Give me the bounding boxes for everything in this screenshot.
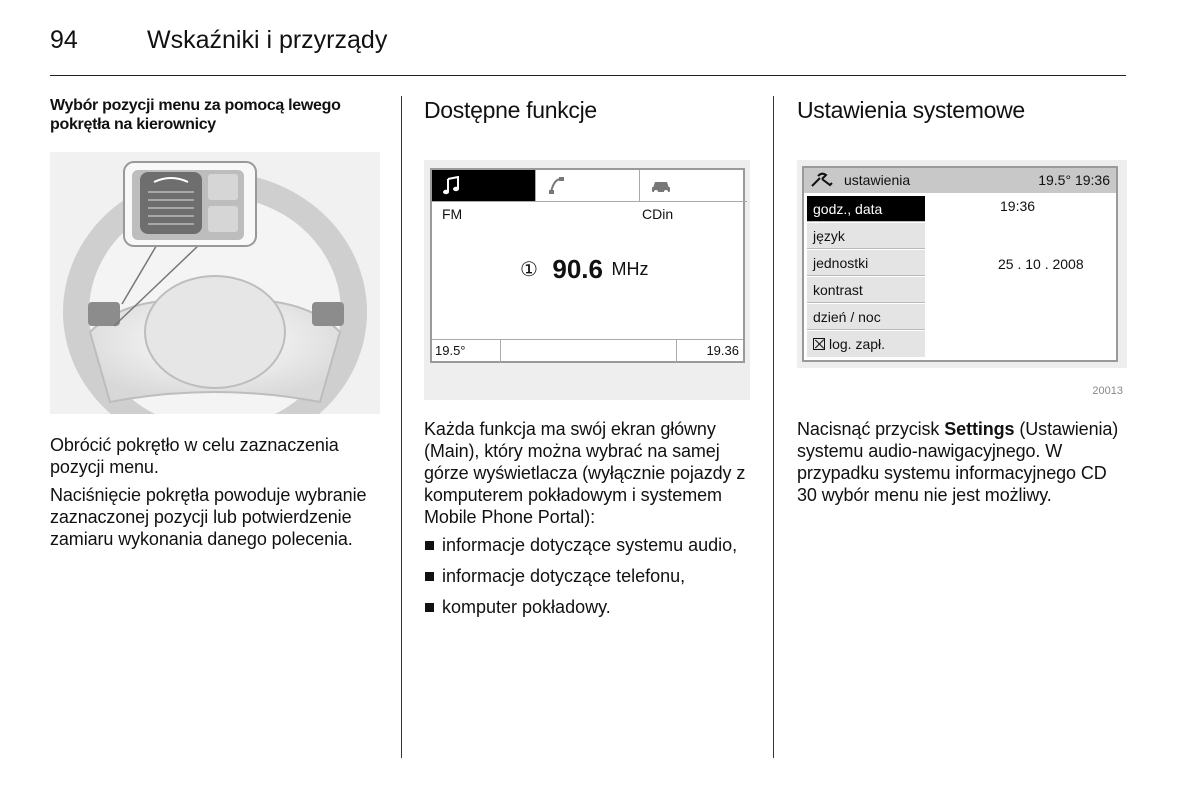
status-bar [432,339,743,361]
tab-board-computer[interactable] [640,170,747,202]
menu-item-language[interactable]: język [807,223,925,249]
function-tabs [432,170,743,202]
settings-display-screen [802,166,1118,362]
paragraph: Każda funkcja ma swój ekran główny (Main), który można wybrać na samej górze wyświetlacza (wyłącznie pojazdy z komputerem pokładowym i systemem Mobile Phone Portal): [424,419,746,527]
phone-icon [546,176,566,196]
section-heading: Dostępne funkcje [424,97,597,123]
time-readout: 19.36 [706,343,739,358]
page-number: 94 [50,26,78,54]
station-readout [520,254,648,285]
audio-display-illustration [424,160,750,400]
figure-code: 20013 [1092,385,1123,397]
section-heading: Ustawienia systemowe [797,97,1025,123]
tab-phone[interactable] [536,170,640,202]
frequency-unit: MHz [611,259,649,279]
paragraph: Naciśnięcie pokrętła powoduje wybranie zaznaczonej pozycji lub potwierdzenie zamiaru wykonania danego polecenia. [50,485,367,549]
list-item: informacje dotyczące systemu audio, [424,534,754,556]
date-value: 25 . 10 . 2008 [998,256,1084,272]
menu-item-time-date[interactable]: godz., data [807,196,925,222]
steering-wheel-illustration [50,152,380,414]
column-divider [401,96,402,758]
settings-menu [807,196,925,358]
music-note-icon [442,176,462,196]
paragraph: Nacisnąć przycisk Settings (Ustawienia) systemu audio-nawigacyjnego. W przypadku systemu informacyjnego CD 30 wybór menu nie jest możliwy. [797,419,1119,505]
settings-status: 19.5° 19:36 [1038,172,1110,188]
section-subheading: Wybór pozycji menu za pomocą lewego pokrętła na kierownicy [50,97,341,133]
tab-audio[interactable] [432,170,536,202]
preset-number: ① [520,259,538,281]
settings-header [804,168,1116,193]
frequency-value: 90.6 [552,254,603,284]
settings-wrench-icon [810,172,834,188]
list-item: komputer pokładowy. [424,596,754,618]
menu-item-ignition-logic[interactable] [807,331,925,357]
column-right [797,96,1127,505]
menu-item-units[interactable]: jednostki [807,250,925,276]
list-item: informacje dotyczące telefonu, [424,565,754,587]
column-left [50,96,382,549]
paragraph: Obrócić pokrętło w celu zaznaczenia pozycji menu. [50,435,339,477]
audio-display-screen [430,168,745,363]
settings-display-illustration [797,160,1127,368]
menu-item-contrast[interactable]: kontrast [807,277,925,303]
cd-label: CDin [642,206,674,222]
source-label: FM [442,206,463,222]
checkbox-checked-icon [813,338,825,350]
car-icon [650,176,672,196]
column-divider [773,96,774,758]
chapter-title: Wskaźniki i przyrządy [147,26,388,54]
temperature-readout: 19.5° [435,343,466,358]
steering-wheel-icon [50,152,380,414]
page-header [50,26,1126,76]
settings-title: ustawienia [844,172,911,188]
time-value: 19:36 [1000,198,1036,214]
column-middle [424,96,754,617]
function-list [424,534,754,618]
settings-button-name: Settings [944,419,1015,439]
menu-item-day-night[interactable]: dzień / noc [807,304,925,330]
menu-item-label: log. zapł. [829,336,886,352]
